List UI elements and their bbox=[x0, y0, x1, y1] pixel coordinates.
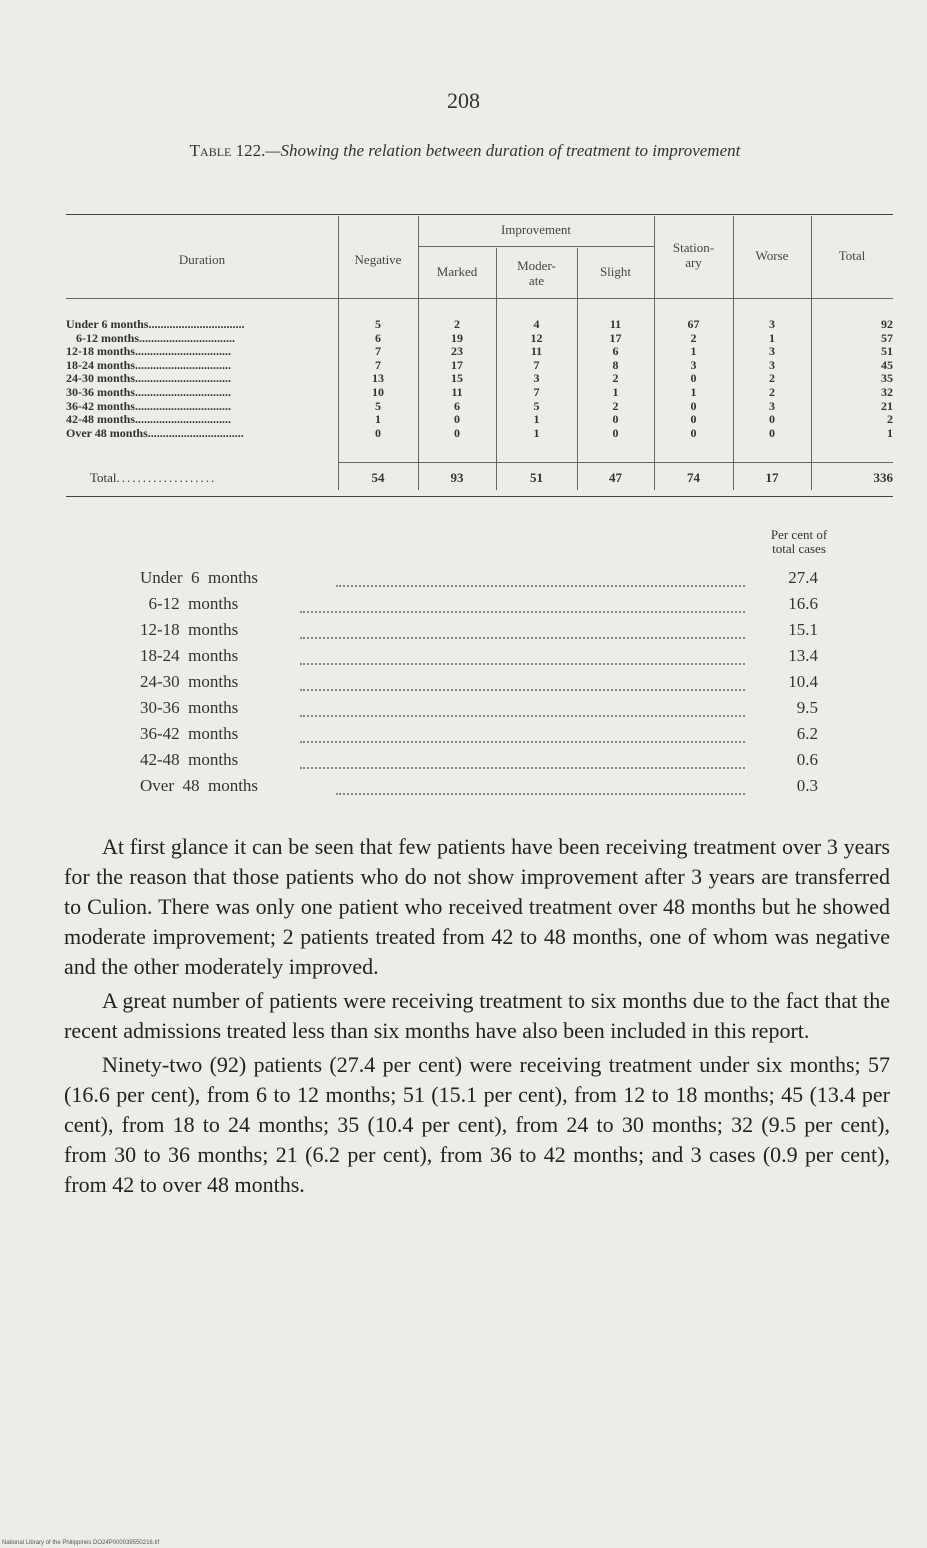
cell-negative: 10 bbox=[372, 384, 384, 399]
header-negative: Negative bbox=[354, 252, 402, 267]
table-row-duration: 18-24 months................................ bbox=[66, 358, 232, 372]
percent-row bbox=[140, 568, 840, 594]
cell-moderate: 11 bbox=[530, 344, 543, 359]
leader-dots bbox=[300, 767, 745, 769]
cell-marked: 6 bbox=[454, 398, 460, 413]
cell-slight: 11 bbox=[609, 317, 622, 331]
percent-row bbox=[140, 776, 840, 802]
cell-stationary: 0 bbox=[690, 412, 697, 427]
cell-moderate: 1 bbox=[533, 425, 540, 440]
cell-worse: 2 bbox=[769, 384, 775, 399]
totals-label-text: Total bbox=[90, 470, 117, 485]
marked-column bbox=[418, 318, 496, 440]
moderate-column bbox=[496, 318, 577, 440]
percent-value: 9.5 bbox=[796, 698, 818, 717]
percent-value: 0.6 bbox=[796, 750, 818, 769]
leader-dots bbox=[300, 715, 745, 717]
cell-slight: 8 bbox=[612, 357, 619, 372]
cell-total: 32 bbox=[881, 384, 893, 399]
cell-marked: 0 bbox=[454, 412, 460, 427]
leader-dots bbox=[300, 637, 745, 639]
total-slight: 47 bbox=[609, 470, 622, 485]
percent-label: Over 48 months bbox=[140, 776, 259, 795]
cell-stationary: 67 bbox=[687, 317, 700, 331]
cell-moderate: 7 bbox=[533, 357, 540, 372]
cell-slight: 17 bbox=[609, 330, 622, 345]
cell-negative: 7 bbox=[375, 344, 381, 359]
table-row-duration: 12-18 months................................ bbox=[66, 345, 232, 359]
cell-moderate: 12 bbox=[530, 330, 543, 345]
table-caption bbox=[80, 140, 850, 162]
cell-moderate: 7 bbox=[533, 384, 540, 399]
negative-column bbox=[338, 318, 418, 440]
cell-slight: 2 bbox=[612, 371, 619, 386]
cell-total: 35 bbox=[881, 371, 893, 386]
percent-value: 27.4 bbox=[788, 568, 818, 587]
worse-column bbox=[733, 318, 811, 440]
cell-marked: 17 bbox=[451, 357, 463, 372]
percent-row bbox=[140, 646, 840, 672]
body-text bbox=[64, 832, 890, 1200]
cell-stationary: 1 bbox=[690, 344, 697, 359]
leader-dots bbox=[300, 611, 745, 613]
cell-marked: 0 bbox=[454, 425, 460, 440]
total-marked: 93 bbox=[450, 470, 464, 485]
table-row-duration: 30-36 months................................ bbox=[66, 385, 232, 399]
cell-slight: 0 bbox=[612, 412, 619, 427]
percent-row bbox=[140, 594, 840, 620]
cell-negative: 7 bbox=[375, 357, 381, 372]
header-stationary: Station- ary bbox=[672, 240, 715, 270]
table-top-rule bbox=[66, 214, 893, 215]
cell-worse: 3 bbox=[769, 344, 775, 359]
cell-moderate: 3 bbox=[533, 371, 540, 386]
cell-moderate: 1 bbox=[533, 412, 540, 427]
slight-column bbox=[577, 318, 654, 440]
leader-dots bbox=[300, 689, 745, 691]
percent-label: Under 6 months bbox=[140, 568, 259, 587]
percent-label: 12-18 months bbox=[140, 620, 239, 639]
cell-total: 51 bbox=[881, 344, 893, 359]
percent-value: 13.4 bbox=[788, 646, 818, 665]
cell-worse: 3 bbox=[769, 398, 775, 413]
cell-stationary: 3 bbox=[690, 357, 697, 372]
scan-footer: National Library of the Philippines DO24P000039550216.tif bbox=[2, 1540, 160, 1546]
leader-dots bbox=[300, 663, 745, 665]
cell-worse: 3 bbox=[769, 357, 775, 372]
percent-label: 18-24 months bbox=[140, 646, 239, 665]
cell-negative: 1 bbox=[375, 412, 381, 427]
cell-marked: 11 bbox=[451, 384, 463, 399]
cell-slight: 2 bbox=[612, 398, 619, 413]
percent-row bbox=[140, 672, 840, 698]
cell-slight: 1 bbox=[612, 384, 619, 399]
percent-header: Per cent of total cases bbox=[770, 527, 828, 556]
cell-stationary: 0 bbox=[690, 425, 697, 440]
paragraph: A great number of patients were receiving treatment to six months due to the fact that the recent admissions treated less than six months have also been included in this report. bbox=[64, 988, 890, 1043]
percent-row bbox=[140, 750, 840, 776]
caption-lead: Table 122. bbox=[189, 141, 266, 160]
cell-total: 45 bbox=[881, 357, 893, 372]
table-row-duration: 24-30 months................................ bbox=[66, 372, 232, 386]
duration-column bbox=[66, 318, 338, 440]
cell-marked: 23 bbox=[451, 344, 463, 359]
cell-slight: 6 bbox=[612, 344, 619, 359]
cell-worse: 0 bbox=[769, 425, 775, 440]
stationary-column bbox=[654, 318, 733, 440]
cell-total: 21 bbox=[881, 398, 893, 413]
cell-worse: 3 bbox=[769, 317, 775, 331]
paragraph: Ninety-two (92) patients (27.4 per cent) were receiving treatment under six months; 57 (16.6 per cent), from 6 to 12 months; 51 (15.1 per cent), from 12 to 18 months; 45 (13.4 per cent), from 18 to 24 months; 35 (10.4 per cent), from 24 to 30 months; 32 (9.5 per cent), from 30 to 36 months; 21 (6.2 per cent), from 36 to 42 months; and 3 cases (0.9 per cent), from 42 to over 48 months. bbox=[64, 1052, 890, 1197]
page-number: 208 bbox=[447, 88, 480, 113]
total-column bbox=[811, 318, 893, 440]
header-marked: Marked bbox=[436, 264, 478, 279]
cell-total: 57 bbox=[881, 330, 893, 345]
cell-stationary: 0 bbox=[690, 398, 697, 413]
percent-label: 42-48 months bbox=[140, 750, 239, 769]
percent-row bbox=[140, 698, 840, 724]
total-total: 336 bbox=[873, 470, 893, 485]
totals-rule bbox=[338, 462, 893, 463]
table-row-duration: 36-42 months................................ bbox=[66, 399, 232, 413]
cell-negative: 5 bbox=[375, 317, 381, 331]
table-row-duration: 6-12 months................................ bbox=[76, 331, 236, 345]
percent-row bbox=[140, 724, 840, 750]
percent-row bbox=[140, 620, 840, 646]
leader-dots bbox=[336, 793, 745, 795]
total-moderate: 51 bbox=[530, 470, 543, 485]
cell-marked: 19 bbox=[451, 330, 463, 345]
caption-title: —Showing the relation between duration of treatment to improvement bbox=[265, 141, 741, 160]
total-stationary: 74 bbox=[687, 470, 700, 485]
table-bottom-rule bbox=[66, 496, 893, 497]
totals-label: Total................... bbox=[90, 470, 217, 485]
cell-slight: 0 bbox=[612, 425, 619, 440]
header-worse: Worse bbox=[755, 248, 789, 263]
header-bottom-rule bbox=[66, 298, 893, 299]
cell-total: 1 bbox=[887, 425, 893, 440]
header-slight: Slight bbox=[599, 264, 632, 279]
cell-worse: 1 bbox=[769, 330, 775, 345]
cell-stationary: 1 bbox=[690, 384, 697, 399]
percent-value: 15.1 bbox=[788, 620, 818, 639]
total-negative: 54 bbox=[371, 470, 385, 485]
paragraph: At first glance it can be seen that few patients have been receiving treatment over 3 years for the reason that those patients who do not show improvement after 3 years are transferred to Culion. There was only one patient who received treatment over 48 months but he showed moderate improvement; 2 patients treated from 42 to 48 months, one of whom was negative and the other moderately improved. bbox=[64, 834, 890, 979]
percent-label: 36-42 months bbox=[140, 724, 239, 743]
percent-label: 30-36 months bbox=[140, 698, 239, 717]
percent-label: 24-30 months bbox=[140, 672, 239, 691]
header-moderate: Moder- ate bbox=[517, 258, 556, 288]
cell-stationary: 2 bbox=[690, 330, 697, 345]
cell-worse: 0 bbox=[769, 412, 775, 427]
cell-negative: 6 bbox=[375, 330, 381, 345]
percent-value: 6.2 bbox=[796, 724, 818, 743]
leader-dots bbox=[300, 741, 745, 743]
table-row-duration: Over 48 months................................ bbox=[66, 426, 244, 440]
percent-label: 6-12 months bbox=[140, 594, 239, 613]
improvement-rule bbox=[418, 246, 654, 247]
cell-worse: 2 bbox=[769, 371, 775, 386]
cell-moderate: 4 bbox=[533, 317, 540, 331]
cell-negative: 13 bbox=[372, 371, 384, 386]
leader-dots bbox=[336, 585, 745, 587]
percent-value: 16.6 bbox=[788, 594, 818, 613]
percent-value: 0.3 bbox=[796, 776, 818, 795]
cell-total: 92 bbox=[881, 317, 893, 331]
total-worse: 17 bbox=[765, 470, 779, 485]
cell-marked: 2 bbox=[454, 317, 460, 331]
header-duration: Duration bbox=[178, 252, 226, 267]
cell-negative: 0 bbox=[375, 425, 381, 440]
table-row-duration: 42-48 months................................ bbox=[66, 413, 232, 427]
cell-stationary: 0 bbox=[690, 371, 697, 386]
cell-negative: 5 bbox=[375, 398, 381, 413]
cell-total: 2 bbox=[887, 412, 893, 427]
table-row-duration: Under 6 months................................ bbox=[66, 318, 245, 331]
header-improvement: Improvement bbox=[500, 222, 572, 237]
header-total: Total bbox=[838, 248, 866, 263]
cell-moderate: 5 bbox=[533, 398, 540, 413]
cell-marked: 15 bbox=[451, 371, 463, 386]
percent-value: 10.4 bbox=[788, 672, 818, 691]
